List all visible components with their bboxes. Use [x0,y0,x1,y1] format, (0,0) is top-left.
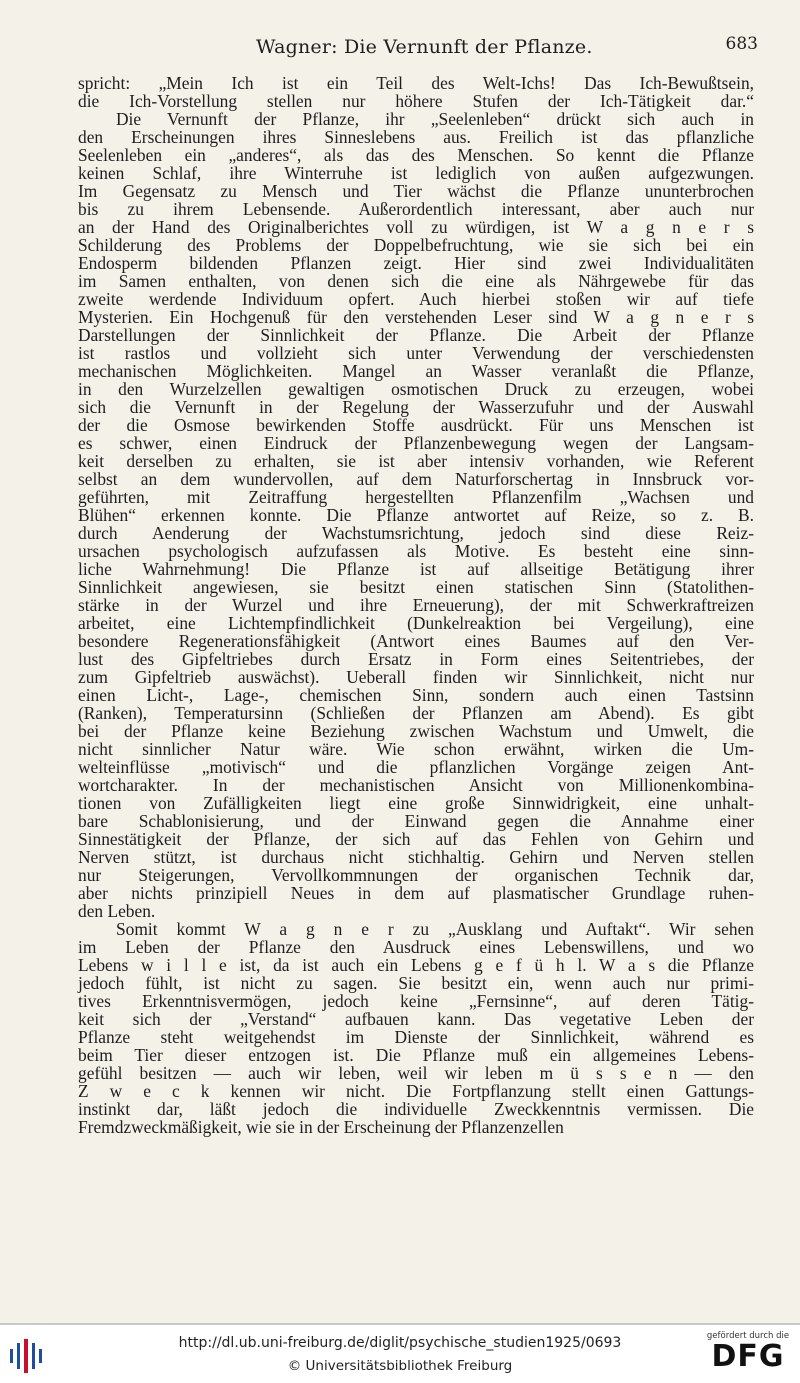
text-line: Seelenleben ein „anderes“, als das des Menschen. So kennt die Pflanze [78,145,754,165]
text-line: im Leben der Pflanze den Ausdruck eines Lebenswillens, und wo [78,937,754,957]
text-line: keit sich der „Verstand“ aufbauen kann. Das vegetative Leben der [78,1009,754,1029]
text-line: durch Aenderung der Wachstumsrichtung, jedoch sind diese Reiz- [78,523,754,543]
dfg-funding-logo [704,1331,792,1379]
text-line: sich die Vernunft in der Regelung der Wasserzufuhr und der Auswahl [78,397,754,417]
text-line: Somit kommt W a g n e r zu „Ausklang und Auftakt“. Wir sehen [116,919,754,939]
body-text [78,74,754,1136]
text-line: Z w e c k kennen wir nicht. Die Fortpflanzung stellt einen Gattungs- [78,1081,754,1101]
text-line: Lebens w i l l e ist, da ist auch ein Lebens g e f ü h l. W a s die Pflanze [78,955,754,975]
copyright-notice: © Universitätsbibliothek Freiburg [287,1358,513,1374]
text-line: tionen von Zufälligkeiten liegt eine große Sinnwidrigkeit, eine unhalt- [78,793,754,813]
text-line: Schilderung des Problems der Doppelbefruchtung, wie sie sich bei ein [78,235,754,255]
text-line: liche Wahrnehmung! Die Pflanze ist auf allseitige Betätigung ihrer [78,559,754,579]
text-line: einen Licht-, Lage-, chemischen Sinn, sondern auch einen Tastsinn [78,685,754,705]
text-line: an der Hand des Originalberichtes voll zu würdigen, ist W a g n e r s [78,217,754,237]
text-line: arbeitet, eine Lichtempfindlichkeit (Dunkelreaktion bei Vergeilung), eine [78,613,754,633]
text-line: Nerven stützt, ist durchaus nicht stichhaltig. Gehirn und Nerven stellen [78,847,754,867]
text-line: zum Gipfeltrieb auswächst). Ueberall finden wir Sinnlichkeit, nicht nur [78,667,754,687]
text-line: stärke in der Wurzel und ihre Erneuerung), der mit Schwerkraftreizen [78,595,754,615]
text-line: Im Gegensatz zu Mensch und Tier wächst die Pflanze ununterbrochen [78,181,754,201]
text-line: nicht sinnlicher Natur wäre. Wie schon erwähnt, wirken die Um- [78,739,754,759]
text-line: Mysterien. Ein Hochgenuß für den verstehenden Leser sind W a g n e r s [78,307,754,327]
text-line: keit derselben zu erhalten, sie ist aber intensiv vorhanden, wie Referent [78,451,754,471]
text-line: im Samen enthalten, von denen sich die eine als Nährgewebe für das [78,271,754,291]
text-line: tives Erkenntnisvermögen, jedoch keine „Fernsinne“, auf deren Tätig- [78,991,754,1011]
text-line: wortcharakter. In der mechanistischen Ansicht von Millionenkombina- [78,775,754,795]
text-line: Die Vernunft der Pflanze, ihr „Seelenleben“ drückt sich auch in [116,109,754,129]
text-line: Darstellungen der Sinnlichkeit der Pflanze. Die Arbeit der Pflanze [78,325,754,345]
text-line: Pflanze steht weitgehendst im Dienste der Sinnlichkeit, während es [78,1027,754,1047]
text-line: in den Wurzelzellen gewaltigen osmotischen Druck zu erzeugen, wobei [78,379,754,399]
text-line: bei der Pflanze keine Beziehung zwischen Wachstum und Umwelt, die [78,721,754,741]
text-line: mechanischen Möglichkeiten. Mangel an Wasser veranlaßt die Pflanze, [78,361,754,381]
text-line: bis zu ihrem Lebensende. Außerordentlich interessant, aber auch nur [78,199,754,219]
text-line: beim Tier dieser entzogen ist. Die Pflanze muß ein allgemeines Lebens- [78,1045,754,1065]
text-line: die Ich-Vorstellung stellen nur höhere Stufen der Ich-Tätigkeit dar.“ [78,91,754,111]
text-line: welteinflüsse „motivisch“ und die pflanzlichen Vorgänge zeigen Ant- [78,757,754,777]
text-line: zweite werdende Individuum opfert. Auch hierbei stoßen wir auf tiefe [78,289,754,309]
dfg-logo-icon: DFG [711,1339,785,1374]
text-line: bare Schablonisierung, und der Einwand gegen die Annahme einer [78,811,754,831]
viewer-footer [0,1323,800,1383]
text-line: selbst an dem wundervollen, auf dem Naturforschertag in Innsbruck vor- [78,469,754,489]
text-line: lust des Gipfeltriebes durch Ersatz in Form eines Seitentriebes, der [78,649,754,669]
text-line: spricht: „Mein Ich ist ein Teil des Welt-Ichs! Das Ich-Bewußtsein, [78,73,754,93]
text-line: instinkt dar, läßt jedoch die individuelle Zweckkenntnis vermissen. Die [78,1099,754,1119]
text-line: Sinnestätigkeit der Pflanze, der sich auf das Fehlen von Gehirn und [78,829,754,849]
text-line: der die Osmose bewirkenden Stoffe ausdrückt. Für uns Menschen ist [78,415,754,435]
text-line: es schwer, einen Eindruck der Pflanzenbewegung wegen der Langsam- [78,433,754,453]
text-line: keinen Schlaf, ihre Winterruhe ist lediglich von außen aufgezwungen. [78,163,754,183]
text-line: den Erscheinungen ihres Sinneslebens aus. Freilich ist das pflanzliche [78,127,754,147]
text-line: ist rastlos und vollzieht sich unter Verwendung der verschiedensten [78,343,754,363]
dfg-caption: gefördert durch die [706,1331,790,1341]
permalink-url[interactable]: http://dl.ub.uni-freiburg.de/diglit/psychische_studien1925/0693 [178,1335,622,1351]
text-line: besondere Regenerationsfähigkeit (Antwort eines Baumes auf den Ver- [78,631,754,651]
text-line: Blühen“ erkennen konnte. Die Pflanze antwortet auf Reize, so z. B. [78,505,754,525]
text-line: den Leben. [78,901,156,921]
text-line: gefühl besitzen — auch wir leben, weil wir leben m ü s s e n — den [78,1063,754,1083]
text-line: ursachen psychologisch aufzufassen als Motive. Es besteht eine sinn- [78,541,754,561]
text-line: jedoch fühlt, ist nicht zu sagen. Sie besitzt ein, wenn auch nur primi- [78,973,754,993]
text-line: aber nichts prinzipiell Neues in dem auf plasmatischer Grundlage ruhen- [78,883,754,903]
text-line: Fremdzweckmäßigkeit, wie sie in der Erscheinung der Pflanzenzellen [78,1117,564,1137]
text-line: Endosperm bildenden Pflanzen zeigt. Hier sind zwei Individualitäten [78,253,754,273]
text-line: geführten, mit Zeitraffung hergestellten Pflanzenfilm „Wachsen und [78,487,754,507]
page-number: 683 [725,34,758,54]
running-head [0,32,800,62]
text-line: Sinnlichkeit angewiesen, sie besitzt einen statischen Sinn (Statolithen- [78,577,754,597]
running-head-title: Wagner: Die Vernunft der Pflanze. [256,36,593,58]
text-line: (Ranken), Temperatursinn (Schließen der Pflanzen am Abend). Es gibt [78,703,754,723]
text-line: nur Steigerungen, Vervollkommnungen der organischen Technik dar, [78,865,754,885]
